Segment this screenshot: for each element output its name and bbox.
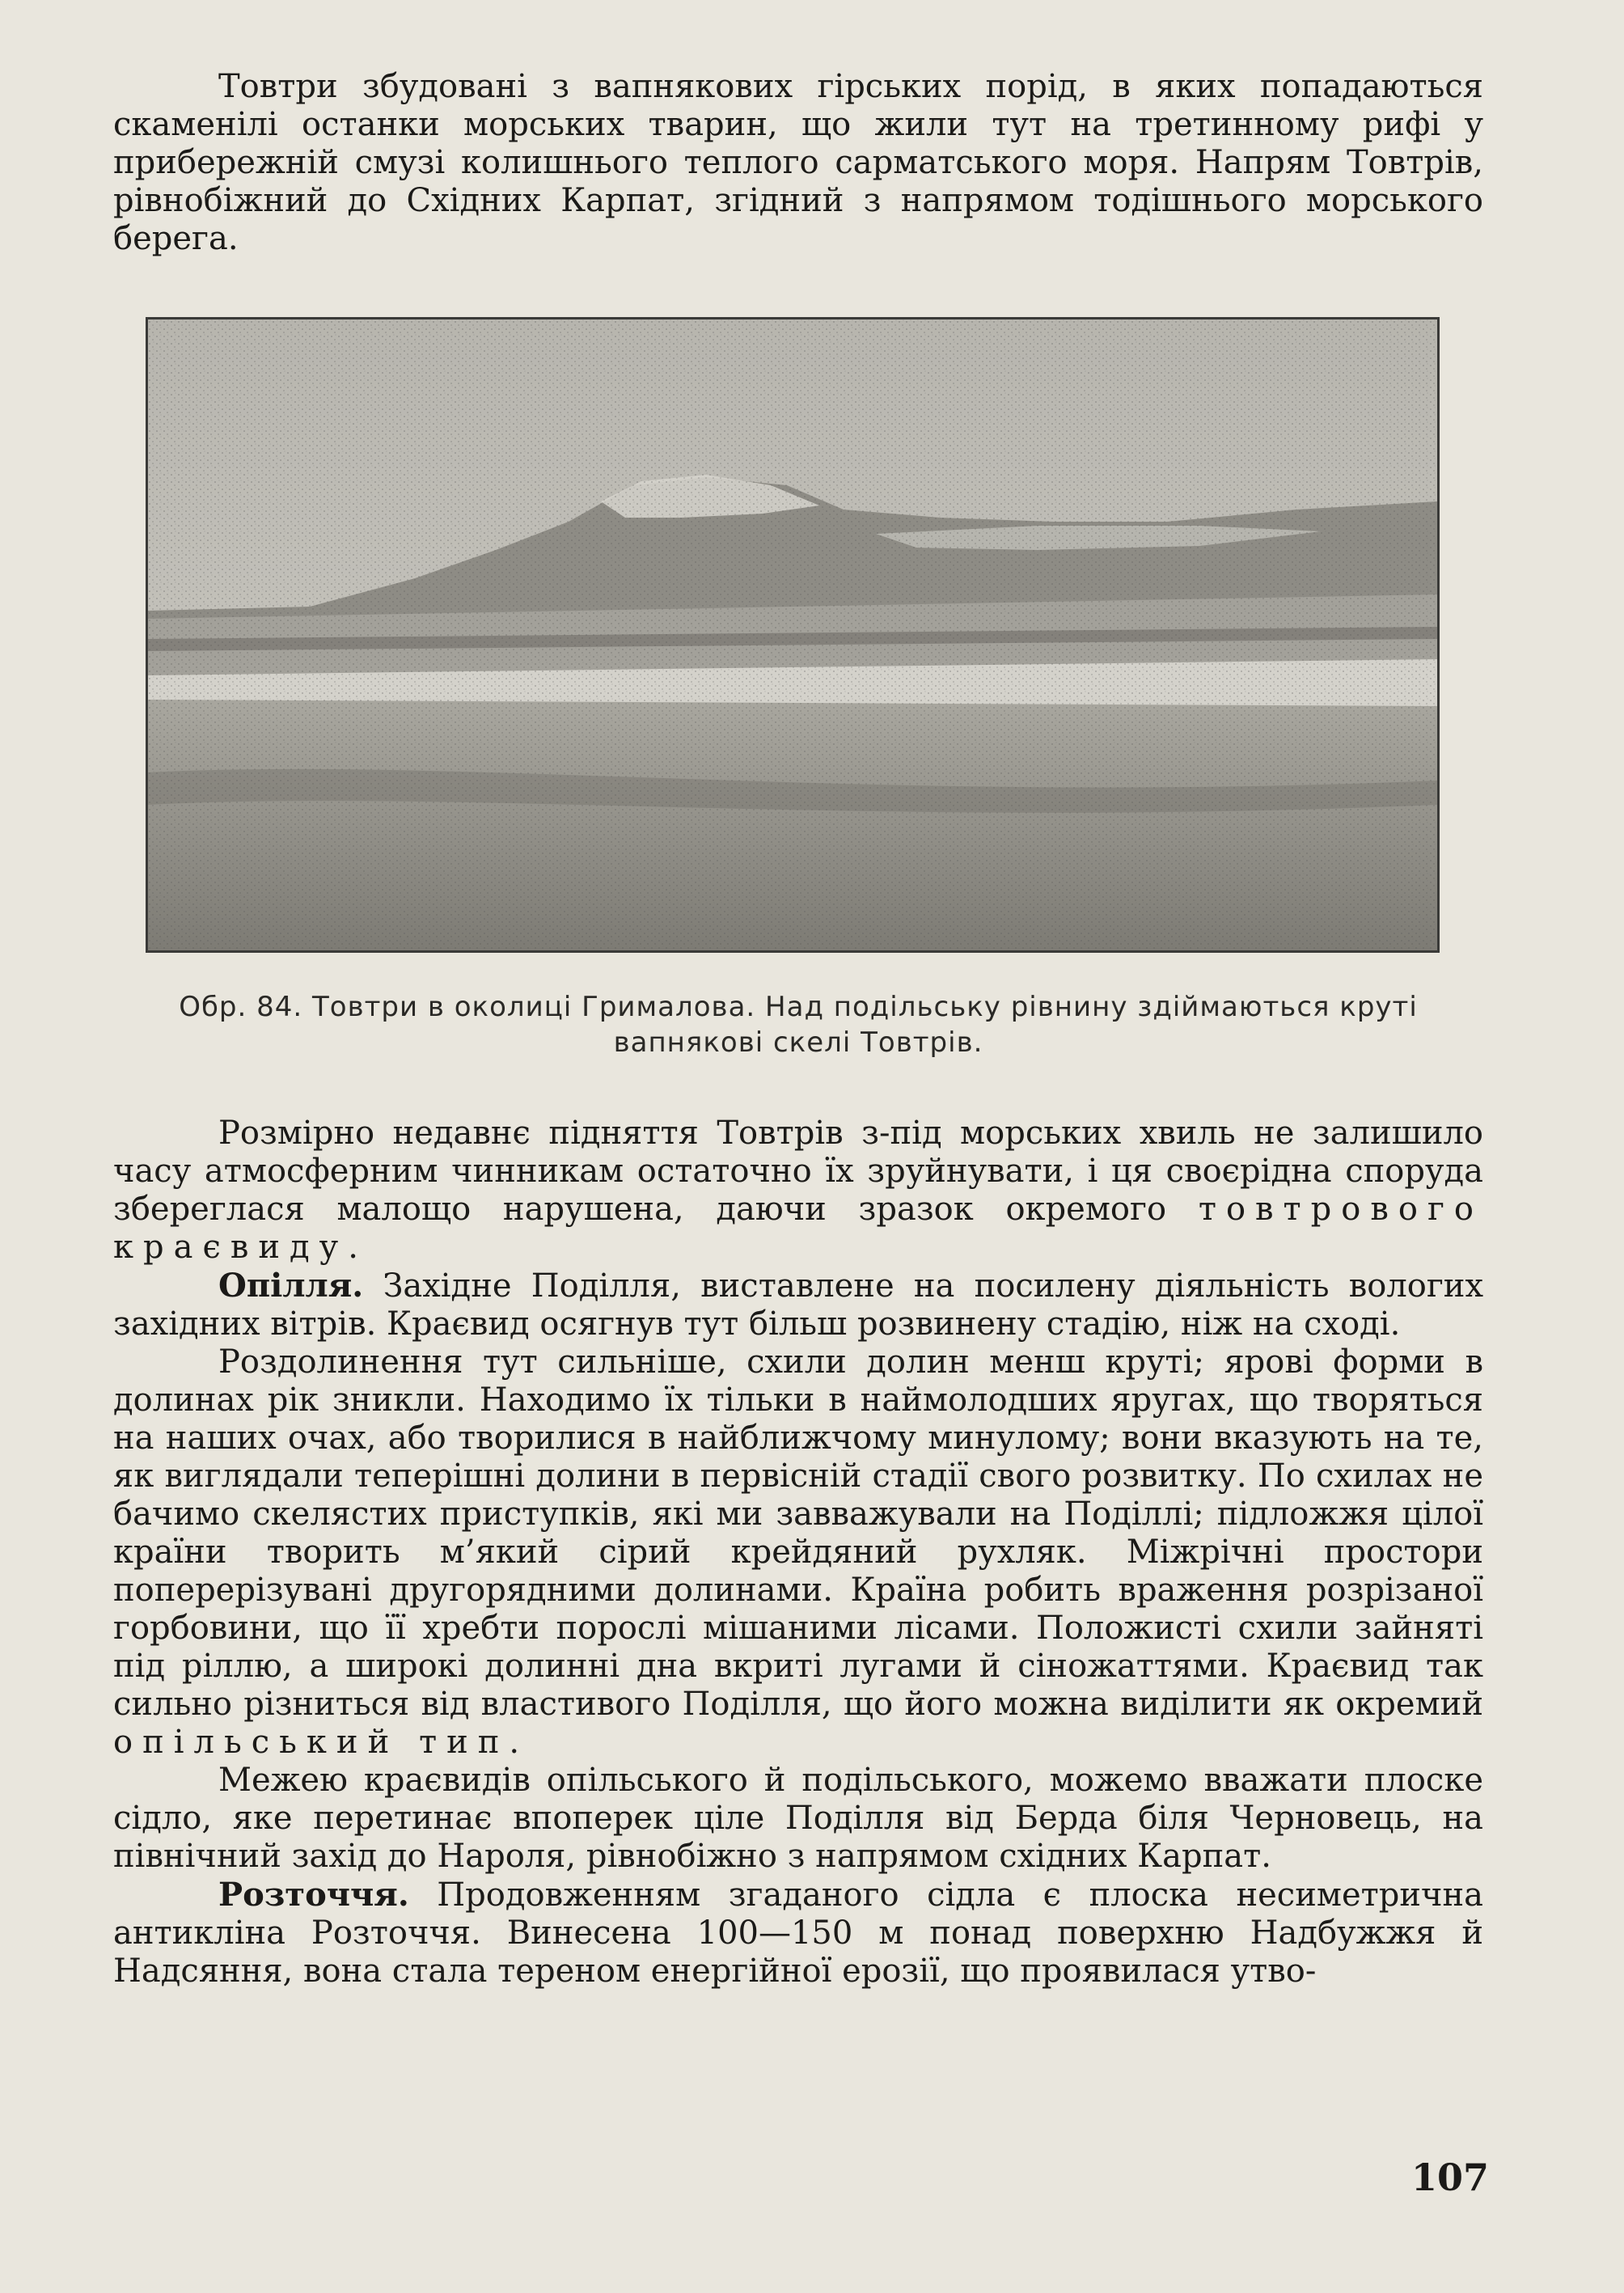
paragraph-text: Розмірно недавнє підняття Товтрів з-під морських хвиль не залишило часу атмосферним чинникам остаточно їх зруйнувати, і ця своєрідна споруда збереглася малощо нарушена, даючи зразок окремого [113,1115,1483,1228]
page-number: 107 [1411,2156,1490,2199]
paragraph-text: Продовженням згаданого сідла є плоска несиметрична антикліна Розточчя. Винесена 100—150 м понад поверхню Надбужжя й Надсяння, вона стала тереном енергійної ерозії, що проявилася утво- [113,1876,1483,1990]
paragraph-tovtry-relief [113,1115,1483,1267]
figure-photograph [146,317,1440,953]
landscape-photo-graphic [148,319,1437,950]
paragraph-roztochchia [113,1876,1483,1991]
body-text [113,1115,1483,1991]
paragraph-text: Межею краєвидів опільського й подільського, можемо вважати плоске сідло, яке перетинає впоперек ціле Поділля від Берда біля Черновець, на північний захід до Нароля, рівнобіжно з напрямом східних Карпат. [113,1762,1483,1875]
section-heading-roztochchia: Розточчя. [218,1876,409,1914]
paragraph-text: Роздолинення тут сильніше, схили долин менш круті; ярові форми в долинах рік зникли. Находимо їх тільки в наймолодших яругах, що творяться на наших очах, або творилися в найближчому минулому; вони вказують на те, як виглядали теперішні долини в первісній стадії свого розвитку. По схилах не бачимо скелястих приступків, які ми завважували на Поділлі; підложжя цілої країни творить м’який сірий крейдяний рухляк. Міжрічні простори поперерізувані другорядними долинами. Країна робить враження розрізаної горбовини, що її хребти порослі мішаними лісами. Положисті схили зайняті під ріллю, а широкі долинні дна вкриті лугами й сіножаттями. Краєвид так сильно різниться від властивого Поділля, що його можна виділити як окремий [113,1343,1483,1723]
section-heading-opillia: Опілля. [218,1267,364,1305]
figure-caption: Обр. 84. Товтри в околиці Грималова. Над подільську рівнину здіймаються круті вапнякові скелі Товтрів. [179,991,1418,1059]
intro-paragraph [113,68,1483,258]
paragraph-boundary [113,1762,1483,1876]
paragraph-opillia [113,1267,1483,1343]
spaced-term: опільський тип. [113,1724,530,1761]
spaced-term: товтрового краєвиду. [113,1191,1483,1266]
paragraph-valleys [113,1343,1483,1762]
paragraph-text: Західне Поділля, виставлене на посилену діяльність вологих західних вітрів. Краєвид осягнув тут більш розвинену стадію, ніж на сході. [113,1267,1484,1343]
intro-text: Товтри збудовані з вапнякових гірських порід, в яких попадаються скаменілі останки морських тварин, що жили тут на третинному рифі у прибережній смузі колишнього теплого сарматського моря. Напрям Товтрів, рівнобіжний до Східних Карпат, згідний з напрямом тодішнього морського берега. [113,68,1483,257]
